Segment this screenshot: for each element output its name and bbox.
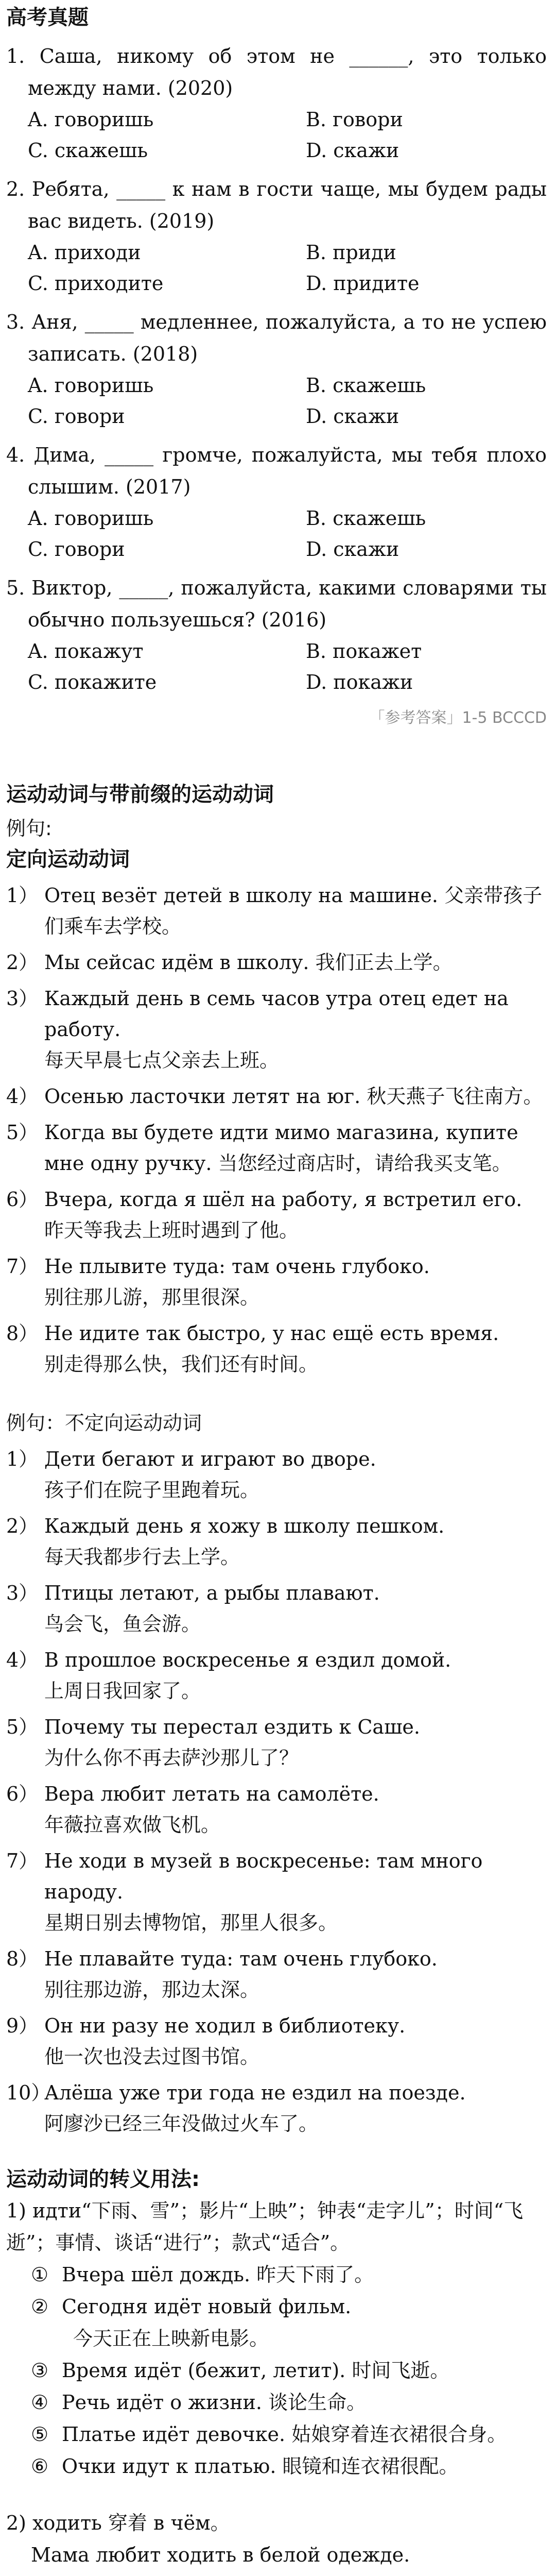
example-zh: 父亲带孩子们乘车去学校。 [44, 884, 543, 938]
example-item [6, 1117, 547, 1179]
example-ru: Дети бегают и играют во дворе. [44, 1448, 376, 1470]
option-d: D. скажи [306, 405, 399, 428]
example-ru: Не идите так быстро, у нас ещё есть время. [44, 1322, 499, 1345]
example-number: 7） [6, 1850, 39, 1872]
option-b: B. скажешь [306, 507, 426, 530]
spacer [6, 2482, 547, 2507]
example-item [6, 947, 547, 978]
example-item [6, 880, 547, 942]
figurative-example [6, 2354, 547, 2386]
example-ru-line [6, 880, 547, 942]
question-block [6, 40, 547, 166]
example-ru-line [6, 1645, 547, 1675]
example-ru: Каждый день в семь часов утра отец едет на работу. [44, 987, 509, 1041]
example-item [6, 2010, 547, 2072]
example-zh: 孩子们在院子里跑着玩。 [44, 1479, 260, 1501]
section-title-figurative: 运动动词的转义用法: [6, 2167, 200, 2191]
example-number: 1） [6, 884, 39, 907]
question-block [6, 306, 547, 432]
example-zh: 今天正在上映新电影。 [73, 2327, 269, 2350]
example-ru: Когда вы будете идти мимо магазина, купите мне одну ручку. [44, 1121, 518, 1175]
example-ru-line [6, 1578, 547, 1608]
example-number: 3） [6, 987, 39, 1010]
example-mark: ③ [31, 2359, 49, 2382]
example-number: 10） [6, 2081, 51, 2104]
example-item [6, 1081, 547, 1112]
example-item [6, 2077, 547, 2139]
example-item [6, 1943, 547, 2005]
example-zh: 鸟会飞，鱼会游。 [44, 1613, 201, 1635]
spacer [6, 727, 547, 779]
option-b: B. покажет [306, 640, 422, 663]
option-d: D. скажи [306, 538, 399, 561]
example-number: 4） [6, 1085, 39, 1108]
question-block [6, 173, 547, 299]
options-grid [6, 237, 547, 299]
example-zh: 时间飞逝。 [352, 2359, 450, 2382]
example-ru-line [6, 1943, 547, 1974]
example-number: 5） [6, 1716, 39, 1738]
figurative-example [6, 2450, 547, 2482]
example-ru: Алёша уже три года не ездил на поезде. [44, 2081, 466, 2104]
figurative-example [6, 2259, 547, 2291]
example-number: 7） [6, 1255, 39, 1278]
question-text: 5. Виктор, _____, пожалуйста, какими словарями ты обычно пользуешься? (2016) [6, 577, 547, 631]
figurative-item-1-examples [6, 2259, 547, 2482]
option-a: A. говоришь [28, 374, 154, 397]
example-ru: Он ни разу не ходил в библиотеку. [44, 2014, 406, 2037]
question-text: 4. Дима, _____ громче, пожалуйста, мы тебя плохо слышим. (2017) [6, 444, 547, 498]
example-ru-line [6, 983, 547, 1045]
example-item [6, 1711, 547, 1773]
example-label: 例句: [6, 817, 52, 840]
option-c: C. говори [28, 405, 125, 428]
example-number: 6） [6, 1783, 39, 1805]
option-c: C. покажите [28, 671, 157, 693]
example-ru-line [6, 2077, 547, 2108]
example-zh: 上周日我回家了。 [44, 1680, 201, 1702]
example-ru: Время идёт (бежит, летит). [62, 2359, 346, 2382]
option-b: B. говори [306, 108, 403, 131]
option-d: D. придите [306, 272, 420, 295]
example-item [6, 1184, 547, 1246]
example-item [6, 1251, 547, 1313]
options-grid [6, 636, 547, 698]
options-grid [6, 370, 547, 432]
example-item [6, 983, 547, 1076]
section-title-exam: 高考真题 [6, 6, 89, 29]
subsection-title-nondirectional: 例句：不定向运动动词 [6, 1412, 202, 1434]
example-ru: Платье идёт девочке. [62, 2423, 286, 2446]
example-number: 8） [6, 1322, 39, 1345]
example-ru: Вера любит летать на самолёте. [44, 1783, 379, 1805]
example-zh: 为什么你不再去萨沙那儿了？ [44, 1747, 299, 1769]
option-d: D. покажи [306, 671, 413, 693]
example-item [6, 1845, 547, 1938]
figurative-item-1-header: 1) идти“下雨、雪”；影片“上映”；钟表“走字儿”；时间“飞逝”；事情、谈话“进行”；款式“适合”。 [6, 2199, 524, 2254]
example-ru-line [6, 1444, 547, 1475]
example-ru-line [6, 1117, 547, 1179]
option-b: B. приди [306, 241, 396, 264]
example-number: 6） [6, 1188, 39, 1211]
example-ru: Вчера шёл дождь. [62, 2263, 251, 2286]
example-zh: 他一次也没去过图书馆。 [44, 2045, 260, 2068]
example-ru-line [6, 1511, 547, 1541]
example-number: 5） [6, 1121, 39, 1144]
options-grid [6, 503, 547, 565]
example-ru-line [6, 1081, 547, 1112]
example-ru: Не ходи в музей в воскресенье: там много народу. [44, 1850, 483, 1903]
option-c: C. приходите [28, 272, 164, 295]
example-ru-line [6, 1778, 547, 1809]
example-ru: Очки идут к платью. [62, 2455, 276, 2478]
figurative-item-2-ru: Мама любит ходить в белой одежде. [31, 2544, 410, 2566]
example-zh: 昨天等我去上班时遇到了他。 [44, 1219, 299, 1242]
example-ru: Вчера, когда я шёл на работу, я встретил его. [44, 1188, 523, 1211]
example-zh: 年薇拉喜欢做飞机。 [44, 1814, 221, 1836]
example-zh: 姑娘穿着连衣裙很合身。 [291, 2423, 507, 2446]
example-ru-line [6, 1318, 547, 1349]
example-ru: Мы сейсас идём в школу. [44, 951, 309, 974]
option-c: C. скажешь [28, 139, 148, 162]
option-d: D. скажи [306, 139, 399, 162]
options-grid [6, 104, 547, 166]
example-item [6, 1578, 547, 1639]
spacer [6, 1380, 547, 1404]
example-item [6, 1318, 547, 1380]
example-ru: Не плавайте туда: там очень глубоко. [44, 1947, 438, 1970]
question-text: 2. Ребята, _____ к нам в гости чаще, мы будем рады вас видеть. (2019) [6, 178, 547, 232]
question-block [6, 572, 547, 698]
example-mark: ② [31, 2295, 49, 2318]
example-zh: 昨天下雨了。 [256, 2263, 374, 2286]
example-mark: ① [31, 2263, 49, 2286]
example-ru-line [6, 1251, 547, 1282]
example-item [6, 1444, 547, 1505]
example-item [6, 1778, 547, 1840]
section-title-motion-verbs: 运动动词与带前缀的运动动词 [6, 783, 274, 806]
example-ru: Птицы летают, а рыбы плавают. [44, 1582, 380, 1604]
subsection-title-directional: 定向运动动词 [6, 848, 130, 871]
option-a: A. приходи [28, 241, 141, 264]
example-ru-line [6, 2010, 547, 2041]
figurative-example [6, 2386, 547, 2418]
example-zh: 每天我都步行去上学。 [44, 1546, 240, 1568]
example-ru: Осенью ласточки летят на юг. [44, 1085, 361, 1108]
example-mark: ⑤ [31, 2423, 49, 2446]
example-mark: ⑥ [31, 2455, 49, 2478]
example-zh: 秋天燕子飞往南方。 [367, 1085, 543, 1108]
figurative-item-2-zh [6, 2571, 547, 2576]
question-list [6, 40, 547, 698]
question-text: 1. Саша, никому об этом не ______, это только между нами. (2020) [6, 45, 547, 99]
option-b: B. скажешь [306, 374, 426, 397]
figurative-item-2-header: 2) ходить 穿着 в чём。 [6, 2512, 230, 2534]
question-block [6, 439, 547, 565]
example-ru-line [6, 947, 547, 978]
example-ru: Почему ты перестал ездить к Саше. [44, 1716, 420, 1738]
example-item [6, 1645, 547, 1706]
example-number: 9） [6, 2014, 39, 2037]
example-zh: 别走得那么快，我们还有时间。 [44, 1353, 319, 1376]
example-ru-line [6, 1845, 547, 1907]
example-number: 8） [6, 1947, 39, 1970]
example-ru: Речь идёт о жизни. [62, 2391, 262, 2414]
example-zh: 眼镜和连衣裙很配。 [282, 2455, 459, 2478]
option-a: A. говоришь [28, 108, 154, 131]
example-ru: Каждый день я хожу в школу пешком. [44, 1515, 445, 1537]
example-ru-line [6, 1184, 547, 1215]
option-a: A. говоришь [28, 507, 154, 530]
option-c: C. говори [28, 538, 125, 561]
spacer [6, 2139, 547, 2164]
example-zh: 别往那边游，那边太深。 [44, 1978, 260, 2001]
example-ru: Отец везёт детей в школу на машине. [44, 884, 439, 907]
example-item [6, 1511, 547, 1572]
option-a: A. покажут [28, 640, 144, 663]
example-number: 3） [6, 1582, 39, 1604]
example-ru-line [6, 1711, 547, 1742]
example-ru: Не плывите туда: там очень глубоко. [44, 1255, 430, 1278]
example-zh: 星期日别去博物馆，那里人很多。 [44, 1911, 338, 1934]
example-number: 4） [6, 1649, 39, 1671]
example-mark: ④ [31, 2391, 49, 2414]
example-number: 2） [6, 951, 39, 974]
example-zh: 每天早晨七点父亲去上班。 [44, 1049, 280, 1072]
example-zh: 别往那儿游，那里很深。 [44, 1286, 260, 1309]
example-number: 2） [6, 1515, 39, 1537]
example-zh: 阿廖沙已经三年没做过火车了。 [44, 2112, 319, 2135]
example-zh: 谈论生命。 [268, 2391, 367, 2414]
answer-key: 「参考答案」1-5 BCCCD [369, 709, 547, 727]
question-text: 3. Аня, _____ медленнее, пожалуйста, а то не успею записать. (2018) [6, 311, 547, 365]
example-zh: 我们正去上学。 [315, 951, 453, 974]
example-number: 1） [6, 1448, 39, 1470]
nondirectional-examples [6, 1444, 547, 2139]
example-ru: Сегодня идёт новый фильм. [62, 2295, 352, 2318]
example-ru: В прошлое воскресенье я ездил домой. [44, 1649, 451, 1671]
directional-examples [6, 880, 547, 1380]
figurative-example [6, 2418, 547, 2450]
figurative-example [6, 2291, 547, 2323]
example-zh: 当您经过商店时，请给我买支笔。 [218, 1152, 512, 1175]
